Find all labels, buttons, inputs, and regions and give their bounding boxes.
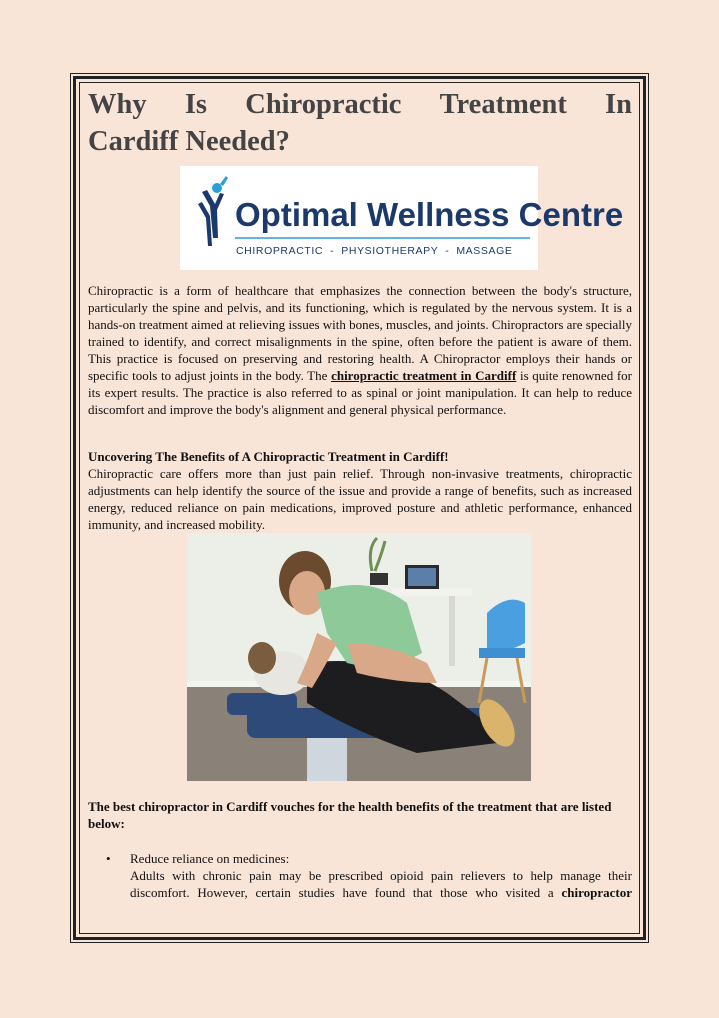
benefits-paragraph: Chiropractic care offers more than just pain relief. Through non-invasive treatments, chiropractic adjustments can help identify the source of the issue and provide a range of benefits, such as increased energy, reduced reliance on pain medications, improved posture and athletic performance, enhanced immunity, and increased mobility.: [88, 466, 632, 532]
title-word: Treatment: [439, 89, 567, 120]
figure-icon: [198, 176, 228, 246]
logo-tagline-text: CHIROPRACTIC - PHYSIOTHERAPY - MASSAGE: [236, 245, 513, 257]
list-item: [88, 850, 632, 901]
title-word: Chiropractic: [245, 89, 402, 120]
chiropractic-treatment-link[interactable]: chiropractic treatment in Cardiff: [331, 368, 517, 383]
treatment-photo-illustration: [187, 533, 531, 781]
page-title-line1: [88, 86, 632, 123]
optimal-wellness-logo: [180, 166, 624, 270]
intro-paragraph: [88, 282, 632, 418]
list-item-body: [130, 867, 632, 901]
page-title: [88, 86, 632, 160]
benefits-section: [88, 448, 632, 533]
bullet-marker: •: [106, 851, 111, 866]
treatment-photo: [187, 533, 531, 781]
logo-graphic: [180, 166, 624, 270]
document-content: [88, 86, 633, 900]
title-word: In: [605, 89, 632, 120]
intro-text-start: Chiropractic is a form of healthcare that emphasizes the connection between the body's structure, particularly the spine and pelvis, and its functioning, which is regulated by the nervous system. It is a hands-on treatment aimed at relieving issues with bones, muscles, and joints. Chiropractors are specially trained to identify, and correct misalignments in the spine, often before the patient is aware of them. This practice is focused on preserving and restoring health. A Chiropractor employs their hands or specific tools to adjust joints in the body. The: [88, 283, 632, 383]
page-title-line2: Cardiff Needed?: [88, 126, 290, 157]
title-word: Why: [88, 89, 147, 120]
title-word: Is: [184, 89, 208, 120]
intro-text-end: is quite renowned for its expert results. The practice is also referred to as spinal or joint manipulation. It can help to reduce discomfort and improve the body's alignment and general physical performance.: [88, 368, 633, 417]
benefits-list: [88, 850, 632, 901]
list-item-body-text: Adults with chronic pain may be prescribed opioid pain relievers to help manage their discomfort. However, certain studies have found that those who visited a: [130, 868, 632, 900]
logo-brand-text: Optimal Wellness Centre: [235, 196, 624, 233]
benefits-heading: Uncovering The Benefits of A Chiropractic Treatment in Cardiff!: [88, 449, 449, 464]
list-item-title: Reduce reliance on medicines:: [130, 851, 290, 866]
list-heading: The best chiropractor in Cardiff vouches for the health benefits of the treatment that are listed below:: [88, 799, 612, 831]
list-item-body-bold: chiropractor: [561, 885, 632, 900]
